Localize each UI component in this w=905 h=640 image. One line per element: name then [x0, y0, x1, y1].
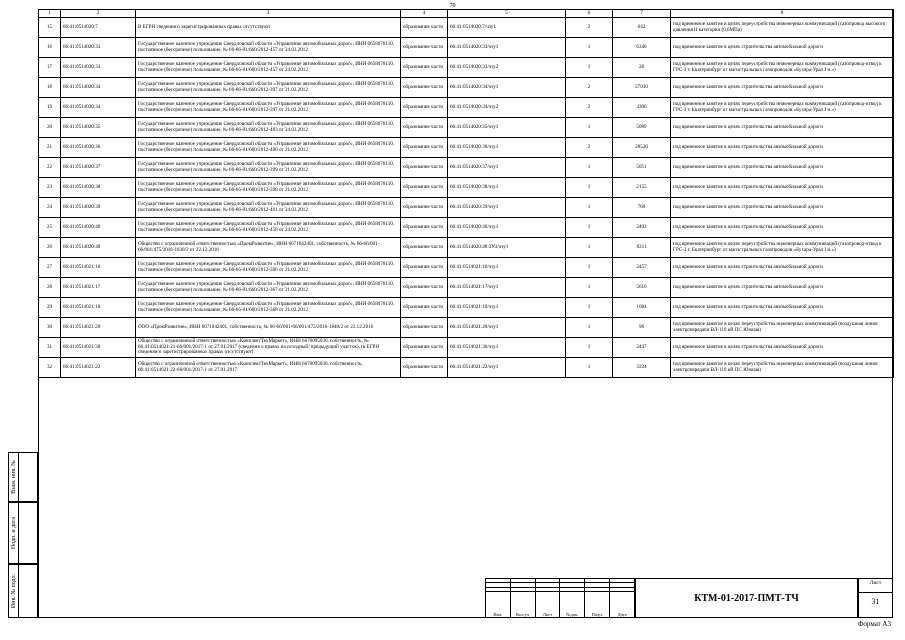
cell-n: 30: [39, 318, 61, 338]
cell-n: 20: [39, 118, 61, 138]
cell-part: 66:41:0514020:40/чзу1: [448, 218, 566, 238]
cell-area: 2437: [613, 338, 671, 358]
table-row: [39, 178, 894, 198]
cell-purpose: под временное занятие в целях переустройства инженерных коммуникаций (газопровод-отвод к ГРС-3 г. Екатеринбург от магистральных газопроводов «Бухара-Урал I н.»): [671, 58, 894, 78]
cell-part: 66:41:0514021:20/чзу1: [448, 318, 566, 338]
cell-part: 66:41:0514021:30/чзу1: [448, 338, 566, 358]
cell-form: образование части: [401, 178, 448, 198]
col-number: 2: [61, 10, 136, 18]
cell-form: образование части: [401, 198, 448, 218]
cell-form: образование части: [401, 278, 448, 298]
cell-area: 2457: [613, 258, 671, 278]
cell-cnt: 1: [566, 178, 613, 198]
cell-owner: Государственное казенное учреждение Свердловской области «Управление автомобильных дорог», ИНН 6658078110, постоянное (бессрочное) пользование, № 66-66-01/660/2012-457 от 24.02.2012: [136, 58, 401, 78]
table-row: [39, 278, 894, 298]
table-row: [39, 238, 894, 258]
cell-area: 8311: [613, 238, 671, 258]
cell-owner: Государственное казенное учреждение Свердловской области «Управление автомобильных дорог», ИНН 6658078110, постоянное (бессрочное) пользование, № 66-66-01/660/2012-458 от 24.02.2012: [136, 218, 401, 238]
cell-n: 19: [39, 98, 61, 118]
cell-area: 27030: [613, 78, 671, 98]
cell-purpose: под временное занятие в целях переустройства инженерных коммуникаций (газопровод высокого давления II категории (0,6МПа): [671, 18, 894, 38]
cell-form: образование части: [401, 118, 448, 138]
cell-cad: 66:41:0514020:37: [61, 158, 136, 178]
cell-area: 1084: [613, 298, 671, 318]
cell-form: образование части: [401, 298, 448, 318]
cell-owner: Государственное казенное учреждение Свердловской области «Управление автомобильных дорог», ИНН 6658078110, постоянное (бессрочное) пользование, № 66-66-01/660/2012-399 от 21.02.2012: [136, 158, 401, 178]
cell-cad: 66:41:0514021:20: [61, 318, 136, 338]
table-row: [39, 358, 894, 378]
cell-purpose: под временное занятие в целях строительства автомобильной дороги: [671, 198, 894, 218]
cell-cad: 66:41:0514021:18: [61, 298, 136, 318]
cell-cad: 66:41:0514021:22: [61, 358, 136, 378]
cell-cnt: 1: [566, 358, 613, 378]
cell-n: 25: [39, 218, 61, 238]
stamp-header: №док.: [560, 591, 585, 617]
cell-part: 66:41:0514020:34/чзу1: [448, 78, 566, 98]
cell-owner: Государственное казенное учреждение Свердловской области «Управление автомобильных дорог», ИНН 6658078110, постоянное (бессрочное) пользование, № 66-66-01/660/2012-368 от 21.02.2012: [136, 298, 401, 318]
cell-cnt: 1: [566, 158, 613, 178]
cell-n: 22: [39, 158, 61, 178]
cell-part: 66:41:0514020:35/чзу1: [448, 118, 566, 138]
cell-purpose: под временное занятие в целях строительства автомобильной дороги: [671, 258, 894, 278]
cell-cad: 66:41:0514020:33: [61, 38, 136, 58]
col-number: 1: [39, 10, 61, 18]
cell-cnt: 1: [566, 318, 613, 338]
table-row: [39, 18, 894, 38]
land-plots-table: [38, 9, 894, 378]
cell-part: 66:41:0514020:34/чзу2: [448, 98, 566, 118]
sidebar-cell-sign-date: [8, 502, 38, 564]
sidebar-label: Инв. № подл.: [10, 573, 17, 609]
cell-cnt: 1: [566, 58, 613, 78]
table-row: [39, 218, 894, 238]
cell-cad: 66:41:0514020:36: [61, 138, 136, 158]
cell-purpose: под временное занятие в целях строительства автомобильной дороги: [671, 178, 894, 198]
cell-owner: Общество с ограниченной ответственностью «ПромРазвитие», ИНН 6671042401, собственность, № 66-66/001-66/001/475/2016-1838/2 от 22.12.2016: [136, 238, 401, 258]
cell-form: образование части: [401, 338, 448, 358]
table-row: [39, 258, 894, 278]
cell-owner: Государственное казенное учреждение Свердловской области «Управление автомобильных дорог», ИНН 6658078110, постоянное (бессрочное) пользование, № 66-66-01/660/2012-398 от 21.02.2012: [136, 178, 401, 198]
cell-form: образование части: [401, 158, 448, 178]
cell-area: 5089: [613, 118, 671, 138]
cell-n: 24: [39, 198, 61, 218]
cell-purpose: под временное занятие в целях переустройства инженерных коммуникаций (газопровод-отвод к ГРС-3 г. Екатеринбург от магистральных газопроводов «Бухара-Урал I н.»): [671, 238, 894, 258]
cell-n: 23: [39, 178, 61, 198]
cell-n: 21: [39, 138, 61, 158]
table-row: [39, 138, 894, 158]
cell-owner: Государственное казенное учреждение Свердловской области «Управление автомобильных дорог», ИНН 6658078110, постоянное (бессрочное) пользование, № 66-66-01/660/2012-403 от 24.02.2012: [136, 118, 401, 138]
cell-owner: Общество с ограниченной ответственностью «КомплектТехМаркет», ИНН 6670095030, собственность, № 66:41:0514021:21-66/001/2017-1 от 27.01.2017 (сведения о правах на исходный/ предыдущий участок), (в ЕГРН сведения о зарегистрированных правах отсутствуют): [136, 338, 401, 358]
cell-part: 66:41:0514021:18/чзу1: [448, 298, 566, 318]
cell-owner: Государственное казенное учреждение Свердловской области «Управление автомобильных дорог», ИНН 6658078110, постоянное (бессрочное) пользование, № 66-66-01/660/2012-397 от 21.02.2012: [136, 98, 401, 118]
table-row: [39, 118, 894, 138]
cell-form: образование части: [401, 138, 448, 158]
cell-part: 66:41:0514020:48:ЗУ3/чзу1: [448, 238, 566, 258]
cell-part: 66:41:0514020:39/чзу1: [448, 198, 566, 218]
cell-part: 66:41:0514020:37/чзу1: [448, 158, 566, 178]
cell-form: образование части: [401, 78, 448, 98]
title-block: [485, 578, 893, 618]
cell-cnt: 2: [566, 18, 613, 38]
cell-form: образование части: [401, 98, 448, 118]
cell-purpose: под временное занятие в целях строительства автомобильной дороги: [671, 78, 894, 98]
approval-sidebar: [8, 452, 38, 618]
sheet-box: [858, 578, 893, 618]
cell-area: 2155: [613, 178, 671, 198]
col-number: 7: [613, 10, 671, 18]
col-number: 5: [448, 10, 566, 18]
table-row: [39, 198, 894, 218]
cell-form: образование части: [401, 258, 448, 278]
cell-purpose: под временное занятие в целях строительства автомобильной дороги: [671, 218, 894, 238]
cell-form: образование части: [401, 218, 448, 238]
cell-n: 16: [39, 38, 61, 58]
cell-part: 66:41:0514020:7/чзу1: [448, 18, 566, 38]
cell-cnt: 1: [566, 218, 613, 238]
cell-area: 642: [613, 18, 671, 38]
cell-purpose: под временное занятие в целях строительства автомобильной дороги: [671, 278, 894, 298]
cell-purpose: под временное занятие в целях строительства автомобильной дороги: [671, 38, 894, 58]
cell-purpose: под временное занятие в целях строительства автомобильной дороги: [671, 138, 894, 158]
cell-cnt: 1: [566, 198, 613, 218]
cell-purpose: под временное занятие в целях строительства автомобильной дороги: [671, 298, 894, 318]
cell-n: 18: [39, 78, 61, 98]
stamp-header: Дата: [610, 591, 635, 617]
table-row: [39, 98, 894, 118]
cell-purpose: под временное занятие в целях строительства автомобильной дороги: [671, 158, 894, 178]
cell-n: 17: [39, 58, 61, 78]
cell-owner: ООО «ПромРазвитие», ИНН 6671042401, собственность, № 66-66/001-66/001/475/2016-1840/2 от 22.12.2016: [136, 318, 401, 338]
cell-part: 66:41:0514021:22/чзу1: [448, 358, 566, 378]
format-label: Формат А3: [857, 620, 891, 628]
cell-cad: 66:41:0514020:35: [61, 118, 136, 138]
table-row: [39, 158, 894, 178]
cell-purpose: под временное занятие в целях переустройства инженерных коммуникаций (газопровод-отвод к ГРС-3 г. Екатеринбург от магистральных газопроводов «Бухара-Урал I н.»): [671, 98, 894, 118]
table-row: [39, 318, 894, 338]
cell-form: образование части: [401, 18, 448, 38]
cell-cnt: 1: [566, 298, 613, 318]
cell-cnt: 1: [566, 238, 613, 258]
cell-cad: 66:41:0514020:34: [61, 98, 136, 118]
cell-part: 66:41:0514020:36/чзу1: [448, 138, 566, 158]
stamp-header: Изм.: [486, 591, 511, 617]
document-code: КТМ-01-2017-ПМТ-ТЧ: [635, 578, 858, 618]
cell-part: 66:41:0514021:17/чзу1: [448, 278, 566, 298]
cell-n: 26: [39, 238, 61, 258]
stamp-header: Кол.уч: [510, 591, 535, 617]
table-row: [39, 338, 894, 358]
cell-cad: 66:41:0514020:34: [61, 78, 136, 98]
cell-area: 3224: [613, 358, 671, 378]
cell-cad: 66:41:0514021:30: [61, 338, 136, 358]
cell-cad: 66:41:0514020:38: [61, 178, 136, 198]
cell-owner: Государственное казенное учреждение Свердловской области «Управление автомобильных дорог», ИНН 6658078110, постоянное (бессрочное) пользование, № 66-66-01/660/2012-367 от 21.02.2012: [136, 278, 401, 298]
cell-cad: 66:41:0514020:39: [61, 198, 136, 218]
cell-n: 28: [39, 278, 61, 298]
sidebar-label: Взам. инв. №: [10, 460, 17, 494]
table-row: [39, 38, 894, 58]
cell-owner: Государственное казенное учреждение Свердловской области «Управление автомобильных дорог», ИНН 6658078110, постоянное (бессрочное) пользование, № 66-66-01/660/2012-400 от 21.02.2012: [136, 138, 401, 158]
col-number: 3: [136, 10, 401, 18]
cell-part: 66:41:0514020:33/чзу2: [448, 58, 566, 78]
cell-owner: В ЕГРН сведения о зарегистрированных правах отсутствуют: [136, 18, 401, 38]
cell-owner: Общество с ограниченной ответственностью «КомплектТехМаркет», ИНН 6670095030, собственность, 66:41:0514021:22-66/001/2017-1 от 27.01.2017: [136, 358, 401, 378]
sheet-label: Лист: [859, 580, 892, 593]
stamp-header: Подп.: [585, 591, 610, 617]
table-row: [39, 78, 894, 98]
cell-cad: 66:41:0514021:16: [61, 258, 136, 278]
page-number: 70: [449, 3, 456, 9]
cell-cad: 66:41:0514020:7: [61, 18, 136, 38]
table-row: [39, 298, 894, 318]
cell-purpose: под временное занятие в целях переустройства инженерных коммуникаций (воздушная линия электропередачи ВЛ-110 кВ ПС Южная): [671, 318, 894, 338]
sheet-number: 31: [871, 597, 880, 606]
cell-area: 760: [613, 198, 671, 218]
cell-cad: 66:41:0514020:40: [61, 218, 136, 238]
cell-cad: 66:41:0514020:33: [61, 58, 136, 78]
cell-area: 96: [613, 318, 671, 338]
cell-cad: 66:41:0514020:48: [61, 238, 136, 258]
cell-cnt: 2: [566, 138, 613, 158]
cell-cnt: 1: [566, 38, 613, 58]
cell-cad: 66:41:0514021:17: [61, 278, 136, 298]
cell-form: образование части: [401, 38, 448, 58]
cell-purpose: под временное занятие в целях строительства автомобильной дороги: [671, 118, 894, 138]
cell-form: образование части: [401, 238, 448, 258]
cell-n: 27: [39, 258, 61, 278]
column-number-row: [39, 10, 894, 18]
cell-owner: Государственное казенное учреждение Свердловской области «Управление автомобильных дорог», ИНН 6658078110, постоянное (бессрочное) пользование, № 66-66-01/660/2012-366 от 21.02.2012: [136, 258, 401, 278]
sidebar-label: Подп. и дата: [10, 516, 17, 550]
col-number: 8: [671, 10, 894, 18]
col-number: 4: [401, 10, 448, 18]
cell-area: 28: [613, 58, 671, 78]
cell-form: образование части: [401, 358, 448, 378]
cell-owner: Государственное казенное учреждение Свердловской области «Управление автомобильных дорог», ИНН 6658078110, постоянное (бессрочное) пользование, № 66-66-01/660/2012-457 от 24.02.2012: [136, 38, 401, 58]
cell-area: 28530: [613, 138, 671, 158]
cell-n: 29: [39, 298, 61, 318]
revision-grid: [485, 578, 635, 618]
table-row: [39, 58, 894, 78]
sidebar-cell-inv-replace: [8, 452, 38, 502]
cell-cnt: 1: [566, 118, 613, 138]
cell-cnt: 2: [566, 98, 613, 118]
cell-cnt: 2: [566, 78, 613, 98]
cell-purpose: под временное занятие в целях строительства автомобильной дороги: [671, 338, 894, 358]
cell-part: 66:41:0514020:33/чзу1: [448, 38, 566, 58]
cell-area: 5051: [613, 158, 671, 178]
cell-n: 32: [39, 358, 61, 378]
cell-cnt: 1: [566, 338, 613, 358]
cell-part: 66:41:0514020:38/чзу1: [448, 178, 566, 198]
cell-cnt: 1: [566, 278, 613, 298]
stamp-header: Лист: [535, 591, 560, 617]
cell-purpose: под временное занятие в целях переустройства инженерных коммуникаций (воздушная линия электропередачи ВЛ-110 кВ ПС Южная): [671, 358, 894, 378]
cell-part: 66:41:0514021:16/чзу1: [448, 258, 566, 278]
cell-cnt: 1: [566, 258, 613, 278]
cell-owner: Государственное казенное учреждение Свердловской области «Управление автомобильных дорог», ИНН 6658078110, постоянное (бессрочное) пользование, № 66-66-01/660/2012-397 от 21.02.2012: [136, 78, 401, 98]
cell-n: 15: [39, 18, 61, 38]
col-number: 6: [566, 10, 613, 18]
cell-area: 4306: [613, 98, 671, 118]
cell-form: образование части: [401, 58, 448, 78]
cell-n: 31: [39, 338, 61, 358]
cell-owner: Государственное казенное учреждение Свердловской области «Управление автомобильных дорог», ИНН 6658078110, постоянное (бессрочное) пользование, № 66-66-01/660/2012-401 от 24.02.2012: [136, 198, 401, 218]
cell-form: образование части: [401, 318, 448, 338]
cell-area: 6340: [613, 38, 671, 58]
sidebar-cell-inv-orig: [8, 564, 38, 618]
cell-area: 5616: [613, 278, 671, 298]
cell-area: 2403: [613, 218, 671, 238]
